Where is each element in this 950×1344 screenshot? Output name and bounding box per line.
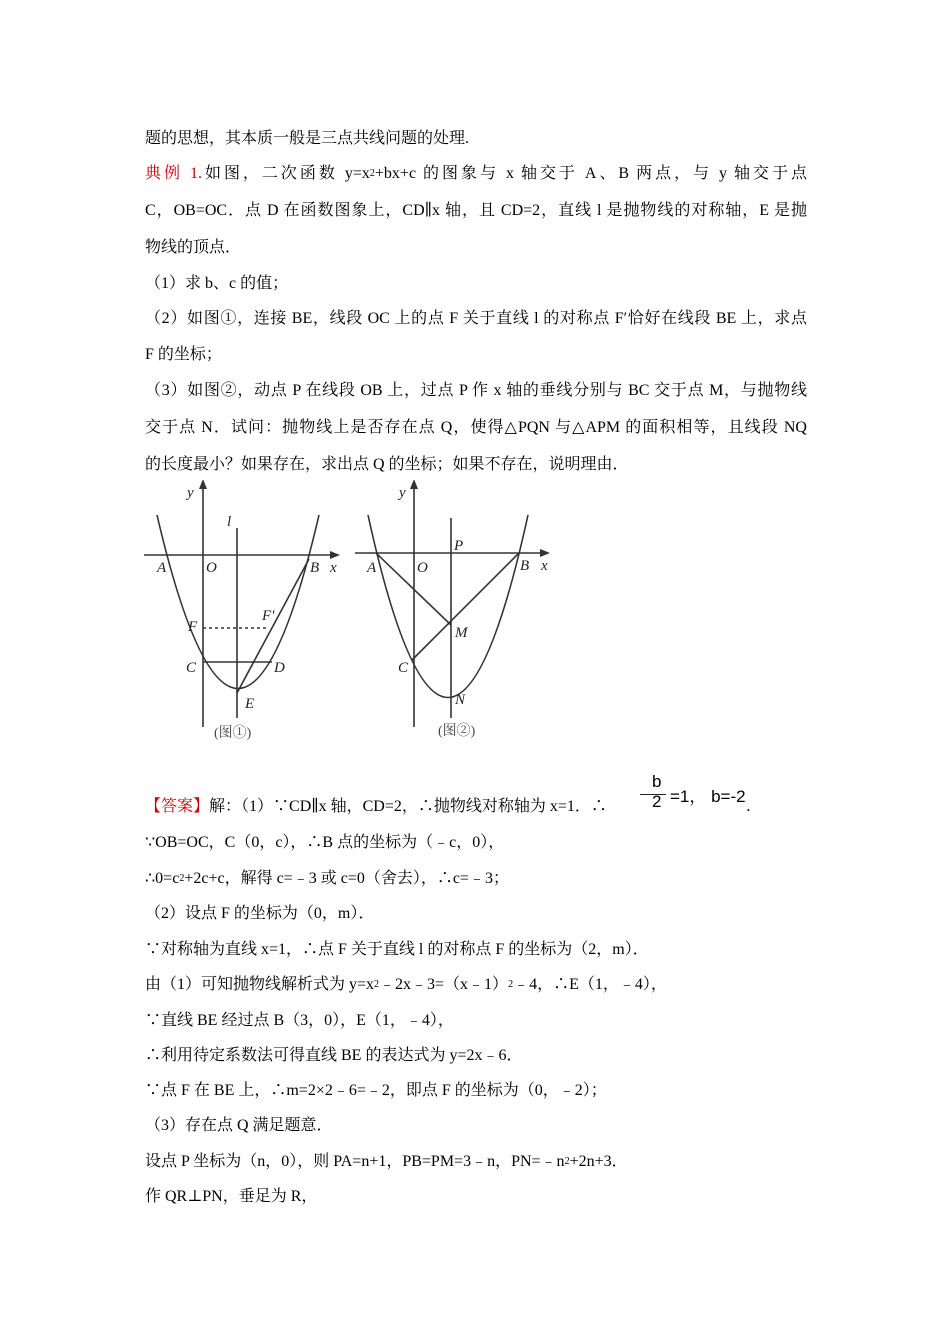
answer-line-11 — [145, 1152, 628, 1172]
answer-line-2: ∵OB=OC，C（0，c），∴B 点的坐标为（﹣c，0）， — [145, 834, 505, 851]
figure-1 — [140, 480, 345, 745]
answer-line-6 — [145, 975, 667, 995]
question-3-line-2: 交于点 N．试问：抛物线上是否存在点 Q，使得△PQN 与△APM 的面积相等，且线段 NQ — [145, 419, 807, 436]
example-line-1 — [145, 164, 807, 184]
answer-label: 【答案】 — [145, 798, 210, 815]
label-e: E — [245, 696, 255, 712]
segment-bc — [412, 553, 519, 660]
label-m: M — [455, 625, 468, 641]
label-o: O — [206, 560, 217, 576]
label-f: F — [188, 619, 198, 635]
superscript: 2 — [374, 979, 380, 990]
question-3-line-3: 的长度最小？如果存在，求出点 Q 的坐标；如果不存在，说明理由． — [145, 456, 629, 473]
intro-text: 题的思想，其本质一般是三点共线问题的处理. — [145, 130, 470, 147]
answer-line-4: （2）设点 F 的坐标为（0，m）． — [145, 905, 375, 922]
answer-text: ﹣2x﹣3=（x﹣1） — [379, 976, 509, 993]
answer-line-9: ∵点 F 在 BE 上，∴m=2×2﹣6=﹣2，即点 F 的坐标为（0，﹣2）； — [145, 1082, 607, 1099]
superscript: 2 — [508, 979, 514, 990]
answer-line-3 — [145, 869, 509, 889]
label-y: y — [399, 485, 406, 501]
question-2-line-2: F 的坐标； — [145, 346, 222, 363]
figure-2-caption: (图②) — [438, 724, 476, 739]
parabola — [368, 515, 528, 698]
label-c: C — [398, 660, 409, 676]
label-n: N — [455, 692, 466, 708]
question-3-line-1: （3）如图②，动点 P 在线段 OB 上，过点 P 作 x 轴的垂线分别与 BC 交于点 M，与抛物线 — [145, 382, 807, 399]
answer-line-8: ∴利用待定系数法可得直线 BE 的表达式为 y=2x﹣6． — [145, 1047, 523, 1064]
fraction-rest: =1， b=-2 — [670, 787, 746, 806]
answer-text: +2n+3． — [569, 1153, 628, 1170]
example-label: 典例 1. — [145, 165, 202, 182]
answer-line-5: ∵对称轴为直线 x=1，∴点 F 关于直线 l 的对称点 F 的坐标为（2，m）． — [145, 941, 649, 958]
answer-line-12: 作 QR⊥PN，垂足为 R， — [145, 1188, 318, 1205]
label-f-prime: F′ — [262, 608, 275, 624]
label-p: P — [454, 538, 464, 554]
answer-text: ﹣4，∴E（1，﹣4）， — [513, 976, 667, 993]
superscript: 2 — [564, 1156, 570, 1167]
label-d: D — [274, 660, 285, 676]
label-a: A — [367, 560, 377, 576]
x-axis-arrow — [540, 549, 550, 557]
answer-text: 设点 P 坐标为（n，0），则 PA=n+1，PB=PM=3﹣n，PN=﹣n — [145, 1153, 565, 1170]
label-x: x — [330, 560, 337, 576]
answer-line-1 — [145, 797, 607, 817]
example-text: +bx+c 的图象与 x 轴交于 A、B 两点，与 y 轴交于点 — [374, 165, 807, 182]
label-o: O — [417, 560, 428, 576]
answer-text: ∴0=c — [145, 870, 180, 887]
y-axis-arrow — [199, 480, 207, 489]
figure-2 — [350, 480, 555, 745]
label-c: C — [186, 660, 197, 676]
label-a: A — [157, 560, 167, 576]
example-text: 如图，二次函数 y=x — [201, 165, 370, 182]
superscript: 2 — [179, 873, 185, 884]
question-2-line-1: （2）如图①，连接 BE，线段 OC 上的点 F 关于直线 l 的对称点 F′恰好在线段 BE 上，求点 — [145, 310, 807, 327]
superscript: 2 — [369, 168, 375, 179]
answer-line-10: （3）存在点 Q 满足题意． — [145, 1117, 333, 1134]
answer-text: 由（1）可知抛物线解析式为 y=x — [145, 976, 375, 993]
answer-text: +2c+c，解得 c=﹣3 或 c=0（舍去），∴c=﹣3； — [184, 870, 509, 887]
x-axis-arrow — [330, 551, 340, 559]
y-axis-arrow — [410, 480, 418, 489]
figure-1-caption: (图①) — [214, 726, 252, 741]
answer-line-7: ∵直线 BE 经过点 B（3，0），E（1，﹣4）， — [145, 1012, 454, 1029]
example-line-3: 物线的顶点． — [145, 239, 242, 256]
label-x: x — [541, 558, 548, 574]
fraction-equation — [640, 772, 755, 818]
fraction-end: . — [746, 796, 751, 815]
fraction-denominator: 2 — [652, 792, 662, 811]
label-b: B — [310, 560, 320, 576]
fraction-numerator: b — [652, 772, 662, 791]
example-line-2: C，OB=OC．点 D 在函数图象上，CD∥x 轴，且 CD=2，直线 l 是抛物线的对称轴，E 是抛 — [145, 202, 807, 219]
label-b: B — [520, 558, 530, 574]
label-y: y — [187, 485, 194, 501]
answer-text: 解：（1）∵CD∥x 轴，CD=2，∴抛物线对称轴为 x=1．∴ — [209, 798, 607, 815]
label-l: l — [227, 514, 232, 530]
question-1: （1）求 b、c 的值； — [145, 275, 289, 292]
segment-be — [237, 559, 309, 693]
